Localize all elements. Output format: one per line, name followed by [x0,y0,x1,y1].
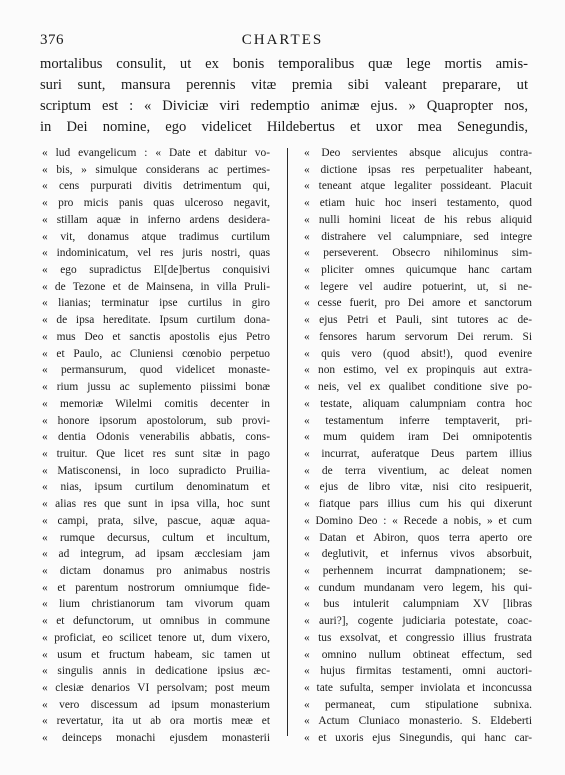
left-column-line: « singulis annis in dedicatione ipsius æc- [42,665,270,678]
right-column-line: « mum quidem iram Dei omnipotentis [304,431,532,444]
intro-paragraph [40,54,528,138]
right-column-line: « perhennem incurrat dampnationem; se- [304,564,532,577]
right-column-line: « etiam huic hoc inseri testamento, quod [304,197,532,210]
left-column-line: « de ipsa hereditate. Ipsum curtilum dona- [42,314,270,327]
right-column-line: « bus intulerit calumpniam XV [libras [304,598,532,611]
left-column-line: « truitur. Que licet res sunt sitæ in pago [42,447,270,460]
right-column-line: « teneant atque legaliter possideant. Placuit [304,180,532,193]
intro-line: mortalibus consulit, ut ex bonis temporalibus quæ lege mortis amis- [40,56,528,72]
left-column-line: « mus Deo et sanctis apostolis ejus Petro [42,330,270,343]
column-rule [287,148,288,736]
left-column-line: « rium jussu ac suplemento piissimi bonæ [42,381,270,394]
right-column-line: « Datan et Abiron, quos terra aperto ore [304,531,532,544]
left-column-line: « bis, » simulque considerans ac pertimes- [42,163,270,176]
right-column-line: « distrahere vel calumpniare, sed integre [304,230,532,243]
left-column-line: « usum et fructum habeam, sic tamen ut [42,648,270,661]
left-column-line: « et parentum nostrorum omniumque fide- [42,581,270,594]
left-column-line: « memoriæ Wilelmi comitis decenter in [42,397,270,410]
right-column-line: « Deo servientes absque alicujus contra- [304,147,532,159]
right-column-line: « testate, aliquam calumpniam contra hoc [304,397,532,410]
left-column-line: « stillam aquæ in inferno ardens desidera- [42,213,270,226]
right-column-line: « testamentum inferre temptaverit, pri- [304,414,532,427]
left-column-line: « alias res que sunt in ipsa villa, hoc sunt [42,498,270,511]
right-column-line: « neis, vel ex qualibet conditione sive po- [304,381,532,394]
left-column-line: « ego supradictus El[de]bertus conquisivi [42,264,270,277]
right-column-line: « et uxoris ejus Sinegundis, qui hanc car- [304,732,532,745]
right-column-line: « legere vel audire potuerint, ut, si ne- [304,280,532,293]
intro-line: suri sunt, mansura perennis vitæ premia sibi valeant preparare, ut [40,77,528,93]
right-column-line: « tus exsolvat, et congressio illius frustrata [304,631,532,644]
left-column-line: « lium christianorum tam vivorum quam [42,598,270,611]
left-column-line: « rumque decursus, cultum et incultum, [42,531,270,544]
left-column-line: « ad integrum, ad ipsam æcclesiam jam [42,548,270,561]
left-column-line: « proficiat, eo scilicet tenore ut, dum vixero, [42,631,270,644]
right-column-line: « non estimo, vel ex propinquis aut extra- [304,364,532,377]
left-column-line: « vit, donamus atque tradimus curtilum [42,230,270,243]
left-column-line: « campi, prata, silve, pascue, aquæ aqua- [42,514,270,527]
left-column-line: « et Paulo, ac Cluniensi cœnobio perpetuo [42,347,270,360]
left-column-line: « dictam donamus pro animabus nostris [42,564,270,577]
right-column-line: « fiatque pars illius cum his qui dixerunt [304,498,532,511]
page-number: 376 [40,32,64,48]
left-column-line: « Matisconensi, in loco supradicto Pruilia- [42,464,270,477]
page-header [40,32,525,52]
right-column-line: « dictione ipsas res perpetualiter habeant, [304,163,532,176]
left-column-line: « de Tezone et de Mainsena, in villa Pruli- [42,280,270,293]
right-column-line: « omnino nullum obtineat effectum, sed [304,648,532,661]
left-column-line: « vero discessum ad ipsum monasterium [42,698,270,711]
left-column [42,145,270,747]
right-column-line: « Domino Deo : « Recede a nobis, » et cum [304,514,532,527]
right-column-line: « pliciter omnes quicumque hanc cartam [304,264,532,277]
left-column-line: « deinceps monachi ejusdem monasterii [42,732,270,745]
left-column-line: « dentia Odonis venerabilis abbatis, cons- [42,431,270,444]
right-column [304,145,532,747]
left-column-line: « revertatur, ita ut ab ora mortis meæ et [42,715,270,728]
right-column-line: « perseverent. Obsecro nihilominus sim- [304,247,532,260]
left-column-line: « lud evangelicum : « Date et dabitur vo- [42,147,270,159]
right-column-line: « de terra viventium, ac deleat nomen [304,464,532,477]
right-column-line: « fensores harum servorum Dei rerum. Si [304,330,532,343]
left-column-line: « permansurum, quod videlicet monaste- [42,364,270,377]
right-column-line: « deglutivit, et infernus vivos absorbuit, [304,548,532,561]
right-column-line: « nulli homini liceat de his rebus aliquid [304,213,532,226]
left-column-line: « cens purpurati divitis detrimentum qui, [42,180,270,193]
right-column-line: « cesse fuerit, pro Dei amore et sanctorum [304,297,532,310]
right-column-line: « permaneat, cum stipulatione subnixa. [304,698,532,711]
right-column-line: « ejus de libro vitæ, nisi cito resipuerit, [304,481,532,494]
right-column-line: « auri?], cogente judiciaria potestate, coac- [304,615,532,628]
left-column-line: « lianias; terminatur ipse curtilus in giro [42,297,270,310]
right-column-line: « quis vero (quod absit!), quod evenire [304,347,532,360]
right-column-line: « tate sufulta, semper inviolata et inconcussa [304,682,532,694]
right-column-line: « ejus Petri et Pauli, sint tutores ac de- [304,314,532,327]
intro-line: scriptum est : « Diviciæ viri redemptio animæ ejus. » Quapropter nos, [40,98,528,114]
intro-line: in Dei nomine, ego videlicet Hildebertus et uxor mea Senegundis, [40,119,528,135]
left-column-line: « indominicatum, vel res juris nostri, quas [42,247,270,260]
right-column-line: « Actum Cluniaco monasterio. S. Eldeberti [304,715,532,728]
left-column-line: « nias, ipsum curtilum denominatum et [42,481,270,494]
left-column-line: « honore ipsorum apostolorum, sub provi- [42,414,270,427]
left-column-line: « pro micis panis quas ulceroso negavit, [42,197,270,210]
left-column-line: « clesiæ denarios VI persolvam; post meum [42,682,270,694]
running-title: CHARTES [241,32,324,48]
left-column-line: « et defunctorum, ut omnibus in commune [42,615,270,628]
right-column-line: « incurrat, auferatque Deus partem illius [304,447,532,460]
right-column-line: « cundum mundanam vero legem, his qui- [304,581,532,594]
right-column-line: « hujus firmitas testamenti, omni auctori- [304,665,532,678]
